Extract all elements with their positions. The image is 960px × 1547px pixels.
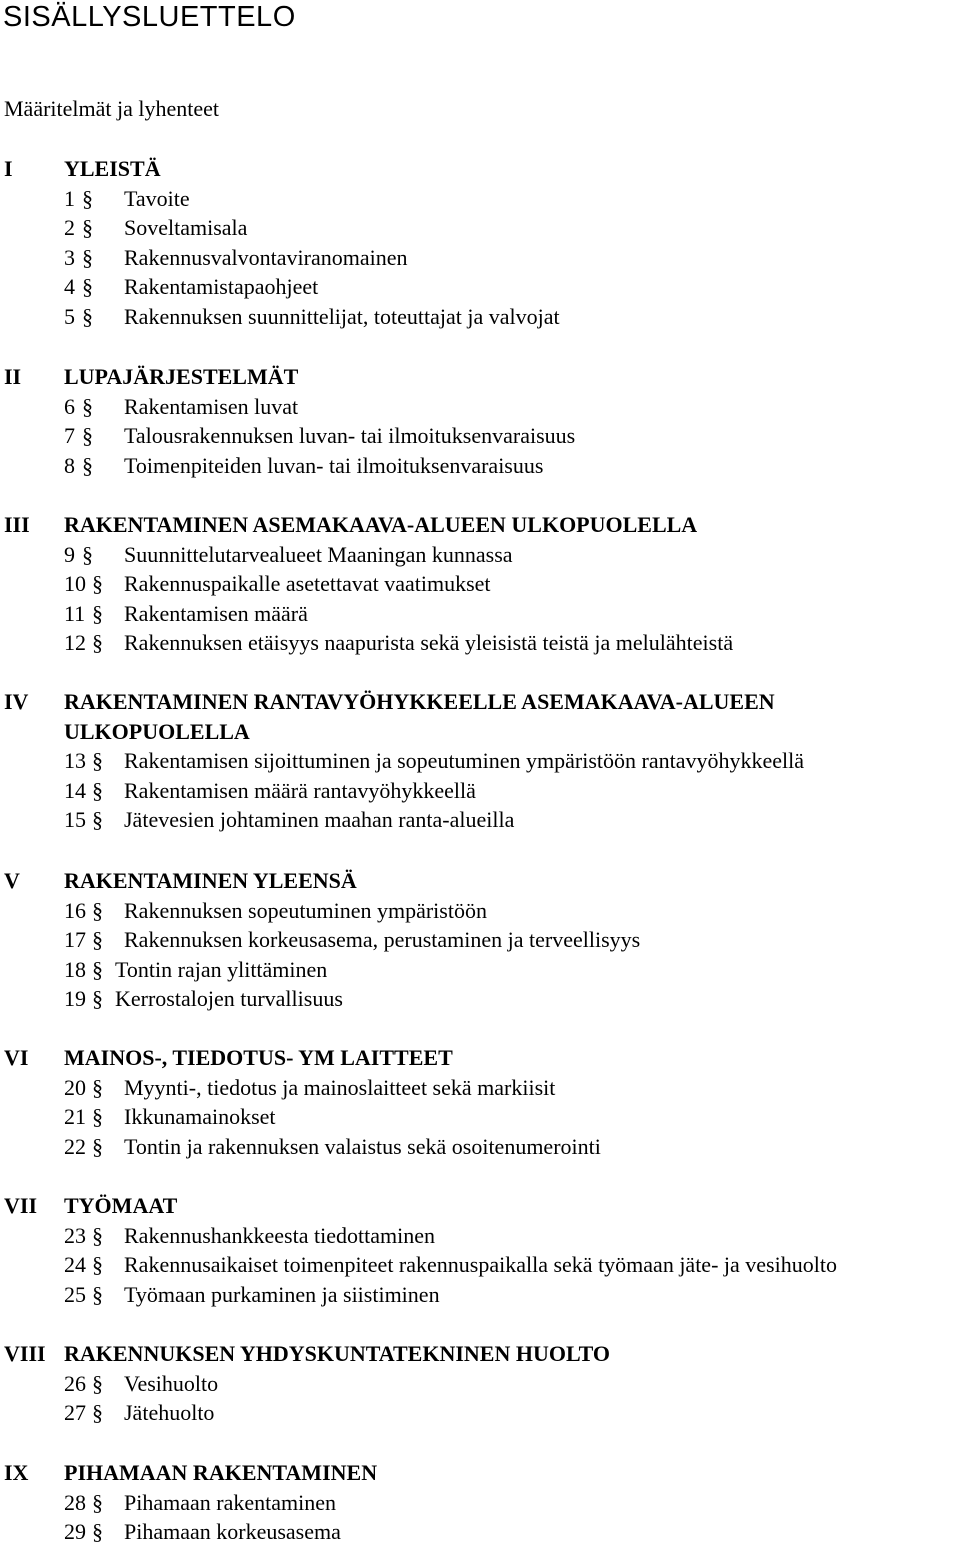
section-sign-icon: § bbox=[92, 630, 103, 656]
chapter-title[interactable]: RAKENTAMINEN ASEMAKAAVA-ALUEEN ULKOPUOLELLA bbox=[64, 512, 698, 537]
chapter-number: I bbox=[4, 156, 13, 181]
toc-entry[interactable] bbox=[0, 243, 960, 273]
section-label: Tontin ja rakennuksen valaistus sekä osoitenumerointi bbox=[124, 1133, 601, 1159]
toc-entry[interactable] bbox=[0, 1132, 960, 1162]
section-number: 13 bbox=[64, 748, 86, 774]
section-sign-icon: § bbox=[92, 1489, 103, 1515]
section-sign-icon: § bbox=[92, 807, 103, 833]
section-label: Rakentamisen sijoittuminen ja sopeutuminen ympäristöön rantavyöhykkeellä bbox=[124, 748, 805, 774]
section-number: 12 bbox=[64, 630, 86, 656]
toc-entry[interactable] bbox=[0, 1398, 960, 1428]
section-number: 21 bbox=[64, 1104, 86, 1130]
section-sign-icon: § bbox=[92, 1400, 103, 1426]
section-label: Jätehuolto bbox=[124, 1400, 215, 1426]
section-label: Toimenpiteiden luvan- tai ilmoituksenvaraisuus bbox=[124, 452, 544, 478]
toc-entry[interactable] bbox=[0, 628, 960, 658]
section-number: 10 bbox=[64, 571, 86, 597]
section-number: 19 bbox=[64, 986, 86, 1012]
section-label: Pihamaan rakentaminen bbox=[124, 1489, 336, 1515]
toc-entry[interactable] bbox=[0, 955, 960, 985]
chapter-number: IV bbox=[4, 689, 29, 714]
section-sign-icon: § bbox=[92, 986, 103, 1012]
toc-entry[interactable] bbox=[0, 1102, 960, 1132]
toc-entry[interactable] bbox=[0, 569, 960, 599]
toc-entry[interactable] bbox=[0, 896, 960, 926]
section-number: 3 bbox=[64, 244, 75, 270]
section-label: Työmaan purkaminen ja siistiminen bbox=[124, 1281, 440, 1307]
section-sign-icon: § bbox=[92, 600, 103, 626]
toc-entry[interactable] bbox=[0, 1369, 960, 1399]
section-label: Rakennuksen korkeusasema, perustaminen ja terveellisyys bbox=[124, 927, 641, 953]
section-sign-icon: § bbox=[92, 1252, 103, 1278]
section-number: 11 bbox=[64, 600, 86, 626]
toc-entry[interactable] bbox=[0, 540, 960, 570]
toc-entry[interactable] bbox=[0, 1250, 960, 1280]
definitions-entry[interactable]: Määritelmät ja lyhenteet bbox=[4, 96, 220, 121]
toc-entry[interactable] bbox=[0, 599, 960, 629]
section-sign-icon: § bbox=[82, 452, 93, 478]
section-sign-icon: § bbox=[92, 1104, 103, 1130]
toc-entry[interactable] bbox=[0, 1280, 960, 1310]
toc-entry[interactable] bbox=[0, 272, 960, 302]
toc-entry[interactable] bbox=[0, 805, 960, 835]
section-label: Rakennushankkeesta tiedottaminen bbox=[124, 1222, 435, 1248]
section-label: Rakennuksen suunnittelijat, toteuttajat ja valvojat bbox=[124, 303, 560, 329]
chapter-number: III bbox=[4, 512, 30, 537]
section-sign-icon: § bbox=[82, 303, 93, 329]
section-sign-icon: § bbox=[92, 748, 103, 774]
section-number: 29 bbox=[64, 1519, 86, 1545]
page-title: SISÄLLYSLUETTELO bbox=[3, 1, 296, 33]
section-label: Tavoite bbox=[124, 185, 190, 211]
toc-entry[interactable] bbox=[0, 421, 960, 451]
section-label: Rakennuksen etäisyys naapurista sekä yleisistä teistä ja melulähteistä bbox=[124, 630, 734, 656]
section-sign-icon: § bbox=[92, 1370, 103, 1396]
section-label: Rakentamisen luvat bbox=[124, 393, 299, 419]
section-label: Talousrakennuksen luvan- tai ilmoituksenvaraisuus bbox=[124, 423, 576, 449]
section-sign-icon: § bbox=[82, 244, 93, 270]
section-number: 2 bbox=[64, 215, 75, 241]
chapter-number: VI bbox=[4, 1045, 29, 1070]
chapter-number: V bbox=[4, 868, 20, 893]
section-number: 17 bbox=[64, 927, 86, 953]
toc-entry[interactable] bbox=[0, 984, 960, 1014]
toc-entry[interactable] bbox=[0, 746, 960, 776]
section-number: 24 bbox=[64, 1252, 86, 1278]
toc-entry[interactable] bbox=[0, 1488, 960, 1518]
section-number: 22 bbox=[64, 1133, 86, 1159]
chapter-title[interactable]: RAKENNUKSEN YHDYSKUNTATEKNINEN HUOLTO bbox=[64, 1341, 611, 1366]
section-label: Myynti-, tiedotus ja mainoslaitteet sekä markiisit bbox=[124, 1074, 556, 1100]
section-number: 16 bbox=[64, 897, 86, 923]
section-label: Rakentamistapaohjeet bbox=[124, 274, 319, 300]
chapter-number: VII bbox=[4, 1193, 38, 1218]
section-number: 28 bbox=[64, 1489, 86, 1515]
section-sign-icon: § bbox=[92, 1222, 103, 1248]
toc-entry[interactable] bbox=[0, 451, 960, 481]
chapter-number: II bbox=[4, 364, 22, 389]
section-sign-icon: § bbox=[92, 1281, 103, 1307]
chapter-title[interactable]: RAKENTAMINEN RANTAVYÖHYKKEELLE ASEMAKAAVA-ALUEEN ULKOPUOLELLA bbox=[64, 689, 775, 744]
section-sign-icon: § bbox=[82, 423, 93, 449]
section-label: Rakennuksen sopeutuminen ympäristöön bbox=[124, 897, 487, 923]
section-sign-icon: § bbox=[82, 393, 93, 419]
section-label: Suunnittelutarvealueet Maaningan kunnassa bbox=[124, 541, 513, 567]
chapter-title[interactable]: PIHAMAAN RAKENTAMINEN bbox=[64, 1460, 378, 1485]
section-label: Vesihuolto bbox=[124, 1370, 219, 1396]
section-sign-icon: § bbox=[82, 541, 93, 567]
section-sign-icon: § bbox=[82, 185, 93, 211]
toc-entry[interactable] bbox=[0, 925, 960, 955]
chapter-number: VIII bbox=[4, 1341, 46, 1366]
section-label: Rakennusvalvontaviranomainen bbox=[124, 244, 408, 270]
section-number: 20 bbox=[64, 1074, 86, 1100]
section-number: 1 bbox=[64, 185, 75, 211]
section-number: 9 bbox=[64, 541, 75, 567]
section-number: 23 bbox=[64, 1222, 86, 1248]
section-label: Ikkunamainokset bbox=[124, 1104, 276, 1130]
toc-entry[interactable] bbox=[0, 1221, 960, 1251]
section-number: 4 bbox=[64, 274, 75, 300]
section-number: 8 bbox=[64, 452, 75, 478]
chapter-title[interactable]: YLEISTÄ bbox=[64, 156, 161, 181]
section-label: Jätevesien johtaminen maahan ranta-alueilla bbox=[124, 807, 515, 833]
chapter-title[interactable]: LUPAJÄRJESTELMÄT bbox=[64, 364, 299, 389]
section-sign-icon: § bbox=[92, 1074, 103, 1100]
chapter-title[interactable]: RAKENTAMINEN YLEENSÄ bbox=[64, 868, 357, 893]
section-sign-icon: § bbox=[82, 215, 93, 241]
section-sign-icon: § bbox=[92, 1519, 103, 1545]
section-sign-icon: § bbox=[92, 956, 103, 982]
chapter-number: IX bbox=[4, 1460, 29, 1485]
section-label: Soveltamisala bbox=[124, 215, 248, 241]
section-label: Kerrostalojen turvallisuus bbox=[115, 986, 343, 1012]
section-number: 14 bbox=[64, 777, 86, 803]
chapter-title[interactable]: MAINOS-, TIEDOTUS- YM LAITTEET bbox=[64, 1045, 453, 1070]
section-label: Rakennusaikaiset toimenpiteet rakennuspaikalla sekä työmaan jäte- ja vesihuolto bbox=[124, 1252, 837, 1278]
section-label: Rakentamisen määrä bbox=[124, 600, 308, 626]
section-label: Rakentamisen määrä rantavyöhykkeellä bbox=[124, 777, 476, 803]
section-number: 26 bbox=[64, 1370, 86, 1396]
toc-entry[interactable] bbox=[0, 392, 960, 422]
toc-entry[interactable] bbox=[0, 184, 960, 214]
section-sign-icon: § bbox=[92, 897, 103, 923]
toc-entry[interactable] bbox=[0, 1517, 960, 1547]
section-label: Rakennuspaikalle asetettavat vaatimukset bbox=[124, 571, 491, 597]
section-number: 15 bbox=[64, 807, 86, 833]
section-sign-icon: § bbox=[92, 1133, 103, 1159]
section-label: Tontin rajan ylittäminen bbox=[115, 956, 328, 982]
section-number: 5 bbox=[64, 303, 75, 329]
toc-entry[interactable] bbox=[0, 213, 960, 243]
section-number: 6 bbox=[64, 393, 75, 419]
toc-entry[interactable] bbox=[0, 1073, 960, 1103]
section-number: 7 bbox=[64, 423, 75, 449]
section-label: Pihamaan korkeusasema bbox=[124, 1519, 341, 1545]
section-sign-icon: § bbox=[92, 571, 103, 597]
toc-entry[interactable] bbox=[0, 776, 960, 806]
section-number: 27 bbox=[64, 1400, 86, 1426]
section-number: 25 bbox=[64, 1281, 86, 1307]
section-sign-icon: § bbox=[82, 274, 93, 300]
section-number: 18 bbox=[64, 956, 86, 982]
toc-entry[interactable] bbox=[0, 302, 960, 332]
section-sign-icon: § bbox=[92, 927, 103, 953]
chapter-title[interactable]: TYÖMAAT bbox=[64, 1193, 178, 1218]
section-sign-icon: § bbox=[92, 777, 103, 803]
